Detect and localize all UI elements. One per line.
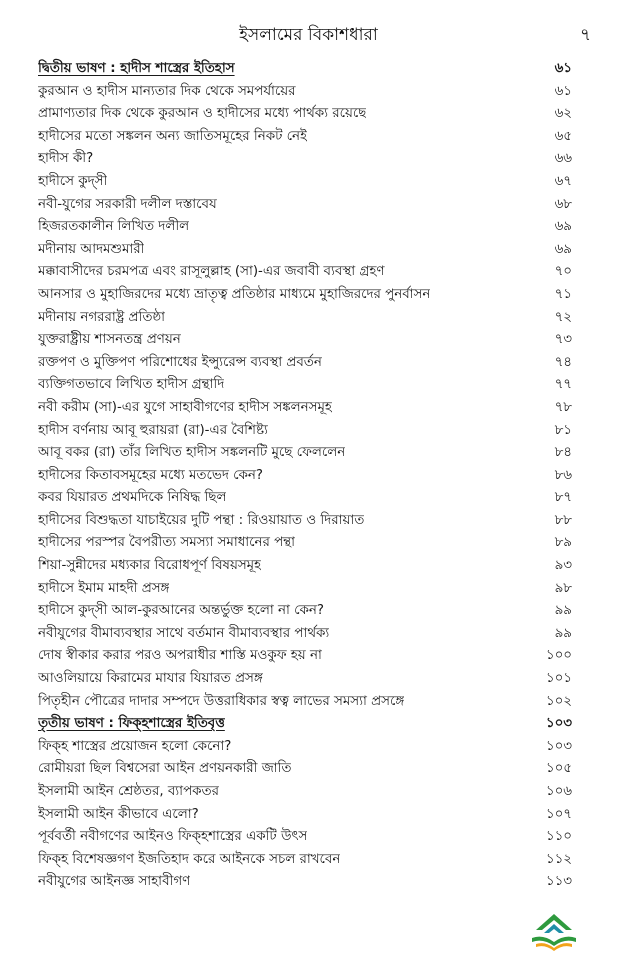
toc-entry-title: ইসলামী আইন শ্রেষ্ঠতর, ব্যাপকতর xyxy=(38,784,219,799)
toc-entry xyxy=(38,465,572,488)
toc-entry xyxy=(38,691,572,714)
toc-entry-title: দোষ স্বীকার করার পরও অপরাধীর শাস্তি মওকুফ হয় না xyxy=(38,648,322,664)
toc-entry-title: হাদীসের বিশুদ্ধতা যাচাইয়ের দুটি পন্থা : রিওয়ায়াত ও দিরায়াত xyxy=(38,512,365,528)
toc-entry-page: ৭০ xyxy=(554,264,572,280)
toc-entry-page: ১০৩ xyxy=(545,716,572,732)
toc-entry-page: ৯৯ xyxy=(554,625,572,641)
toc-entry-page: ১০৬ xyxy=(545,784,572,799)
toc-entry-page: ১০০ xyxy=(545,648,572,664)
toc-entry-title: নবীযুগের আইনজ্ঞ সাহাবীগণ xyxy=(38,874,191,890)
toc-entry xyxy=(38,758,572,781)
toc-entry-title: ফিক্‌হ বিশেষজ্ঞগণ ইজতিহাদ করে আইনকে সচল রাখবেন xyxy=(38,851,341,867)
toc-entry-page: ৭২ xyxy=(554,309,572,325)
toc-entry-page: ৬২ xyxy=(554,106,572,122)
toc-entry-title: পূর্ববর্তী নবীগণের আইনও ফিক্‌হশাস্ত্রের একটি উৎস xyxy=(38,829,308,845)
toc-entry xyxy=(38,420,572,443)
toc-entry xyxy=(38,871,572,894)
toc-entry xyxy=(38,645,572,668)
toc-entry xyxy=(38,555,572,578)
toc-entry xyxy=(38,804,572,827)
toc-entry xyxy=(38,668,572,691)
toc-entry xyxy=(38,284,572,307)
toc-entry-page: ৯৩ xyxy=(554,558,572,574)
toc-section-heading xyxy=(38,713,572,736)
toc-entry-page: ৬৬ xyxy=(554,151,572,167)
toc-entry-title: তৃতীয় ভাষণ : ফিক্‌হশাস্ত্রের ইতিবৃত্ত xyxy=(38,716,225,732)
toc-entry xyxy=(38,352,572,375)
toc-entry xyxy=(38,600,572,623)
page-header xyxy=(0,22,617,48)
toc-entry-page: ১০৩ xyxy=(545,738,572,754)
toc-entry-page: ৬১ xyxy=(554,83,572,99)
toc-entry xyxy=(38,374,572,397)
toc-entry-page: ৬৭ xyxy=(554,173,572,189)
toc-entry xyxy=(38,194,572,217)
toc-entry-page: ৭৮ xyxy=(554,399,572,415)
toc-entry xyxy=(38,781,572,804)
toc-entry-title: হাদীসে কুদ্‌সী xyxy=(38,173,108,189)
toc-entry-title: নবী করীম (সা)-এর যুগে সাহাবীগণের হাদীস সঙ্কলনসমূহ xyxy=(38,399,332,415)
toc-entry-page: ৬৯ xyxy=(554,219,572,235)
toc-entry-title: রক্তপণ ও মুক্তিপণ পরিশোধের ইন্স্যুরেন্স ব্যবস্থা প্রবর্তন xyxy=(38,354,322,370)
toc-entry-title: হাদীস কী? xyxy=(38,151,94,167)
toc-entry-title: আওলিয়ায়ে কিরামের মাযার যিয়ারত প্রসঙ্গ xyxy=(38,671,263,687)
toc-entry-title: আনসার ও মুহাজিরদের মধ্যে ভ্রাতৃত্ব প্রতিষ্ঠার মাধ্যমে মুহাজিরদের পুনর্বাসন xyxy=(38,286,431,302)
toc-entry-title: হাদীসের মতো সঙ্কলন অন্য জাতিসমূহের নিকট নেই xyxy=(38,128,308,144)
toc-entry-title: ফিক্‌হ শাস্ত্রের প্রয়োজন হলো কেনো? xyxy=(38,738,232,754)
toc-entry-page: ৮১ xyxy=(554,422,572,438)
toc-entry xyxy=(38,329,572,352)
toc-entry-page: ৮৯ xyxy=(554,535,572,551)
toc-entry-title: কবর যিয়ারত প্রথমদিকে নিষিদ্ধ ছিল xyxy=(38,490,227,506)
toc-entry-title: আবূ বকর (রা) তাঁর লিখিত হাদীস সঙ্কলনটি মুছে ফেললেন xyxy=(38,445,346,461)
toc-entry-title: হিজরতকালীন লিখিত দলীল xyxy=(38,219,190,235)
toc-entry xyxy=(38,216,572,239)
running-header-title: ইসলামের বিকাশধারা xyxy=(239,25,378,45)
toc-entry xyxy=(38,261,572,284)
toc-entry-title: প্রামাণ্যতার দিক থেকে কুরআন ও হাদীসের মধ্যে পার্থক্য রয়েছে xyxy=(38,106,367,122)
toc-entry-page: ৮৬ xyxy=(554,467,572,483)
toc-entry-title: দ্বিতীয় ভাষণ : হাদীস শাস্ত্রের ইতিহাস xyxy=(38,61,235,76)
toc-entry xyxy=(38,126,572,149)
toc-entry xyxy=(38,826,572,849)
toc-entry-page: ৭৩ xyxy=(554,332,572,348)
toc-entry xyxy=(38,81,572,104)
toc-entry-page: ৭১ xyxy=(554,286,572,302)
toc-entry-page: ৮৮ xyxy=(554,512,572,528)
toc-entry xyxy=(38,171,572,194)
toc-entry-title: ব্যক্তিগতভাবে লিখিত হাদীস গ্রন্থাদি xyxy=(38,377,225,393)
toc-entry-page: ৮৭ xyxy=(554,490,572,506)
toc-entry xyxy=(38,307,572,330)
toc-entry-page: ১১০ xyxy=(545,829,572,845)
toc-entry xyxy=(38,397,572,420)
toc-entry-title: যুক্তরাষ্ট্রীয় শাসনতন্ত্র প্রণয়ন xyxy=(38,332,181,348)
toc-entry xyxy=(38,736,572,759)
toc-entry-page: ৬৯ xyxy=(554,241,572,257)
toc-entry-title: হাদীস বর্ণনায় আবূ হুরায়রা (রা)-এর বৈশিষ্ট্য xyxy=(38,422,268,438)
toc-entry-page: ৬১ xyxy=(554,61,572,76)
toc-entry-title: পিতৃহীন পৌত্রের দাদার সম্পদে উত্তরাধিকার স্বত্ব লাভের সমস্যা প্রসঙ্গে xyxy=(38,693,405,709)
toc-entry-title: নবী-যুগের সরকারী দলীল দস্তাবেয xyxy=(38,196,217,212)
toc-entry-title: নবীযুগের বীমাব্যবস্থার সাথে বর্তমান বীমাব্যবস্থার পার্থক্য xyxy=(38,625,330,641)
toc-entry xyxy=(38,487,572,510)
page-number: ৭ xyxy=(579,25,591,45)
toc-entry-page: ৮৪ xyxy=(554,445,572,461)
toc-entry-page: ১০৭ xyxy=(545,806,572,822)
toc-entry xyxy=(38,623,572,646)
toc-entry-title: ইসলামী আইন কীভাবে এলো? xyxy=(38,806,199,822)
toc-entry-page: ৬৮ xyxy=(554,196,572,212)
toc-entry-page: ৯৯ xyxy=(554,603,572,619)
toc-entry-title: কুরআন ও হাদীস মান্যতার দিক থেকে সমপর্যায়ের xyxy=(38,83,296,99)
toc-entry-title: হাদীসের কিতাবসমূহের মধ্যে মতভেদ কেন? xyxy=(38,467,264,483)
toc-entry xyxy=(38,849,572,872)
toc-entry-title: হাদীসের পরস্পর বৈপরীত্য সমস্যা সমাধানের পন্থা xyxy=(38,535,295,551)
toc-entry xyxy=(38,442,572,465)
publisher-logo-icon xyxy=(528,912,580,954)
toc-entry-title: শিয়া-সুন্নীদের মধ্যকার বিরোধপূর্ণ বিষয়সমূহ xyxy=(38,558,262,574)
toc-entry-page: ১১৩ xyxy=(545,874,572,890)
toc-entry-title: রোমীয়রা ছিল বিশ্বসেরা আইন প্রণয়নকারী জাতি xyxy=(38,761,292,777)
toc-entry xyxy=(38,578,572,601)
toc-entry-title: মদীনায় আদমশুমারী xyxy=(38,241,145,257)
toc-entry-title: মক্কাবাসীদের চরমপত্র এবং রাসূলুল্লাহ (সা)-এর জবাবী ব্যবস্থা গ্রহণ xyxy=(38,264,385,280)
table-of-contents xyxy=(38,58,572,894)
toc-section-heading xyxy=(38,58,572,81)
toc-entry-title: হাদীসে ইমাম মাহদী প্রসঙ্গ xyxy=(38,580,170,596)
toc-entry-page: ৯৮ xyxy=(554,580,572,596)
toc-entry xyxy=(38,148,572,171)
toc-entry xyxy=(38,239,572,262)
toc-entry-page: ৭৭ xyxy=(554,377,572,393)
toc-entry-page: ১১২ xyxy=(545,851,572,867)
toc-entry-page: ৭৪ xyxy=(554,354,572,370)
toc-entry xyxy=(38,510,572,533)
toc-entry-title: হাদীসে কুদ্‌সী আল-কুরআনের অন্তর্ভুক্ত হলো না কেন? xyxy=(38,603,325,619)
toc-entry-page: ৬৫ xyxy=(554,128,572,144)
toc-entry xyxy=(38,532,572,555)
toc-entry-title: মদীনায় নগররাষ্ট্র প্রতিষ্ঠা xyxy=(38,309,165,325)
toc-entry-page: ১০৫ xyxy=(545,761,572,777)
toc-entry xyxy=(38,103,572,126)
toc-entry-page: ১০২ xyxy=(545,693,572,709)
toc-entry-page: ১০১ xyxy=(545,671,572,687)
